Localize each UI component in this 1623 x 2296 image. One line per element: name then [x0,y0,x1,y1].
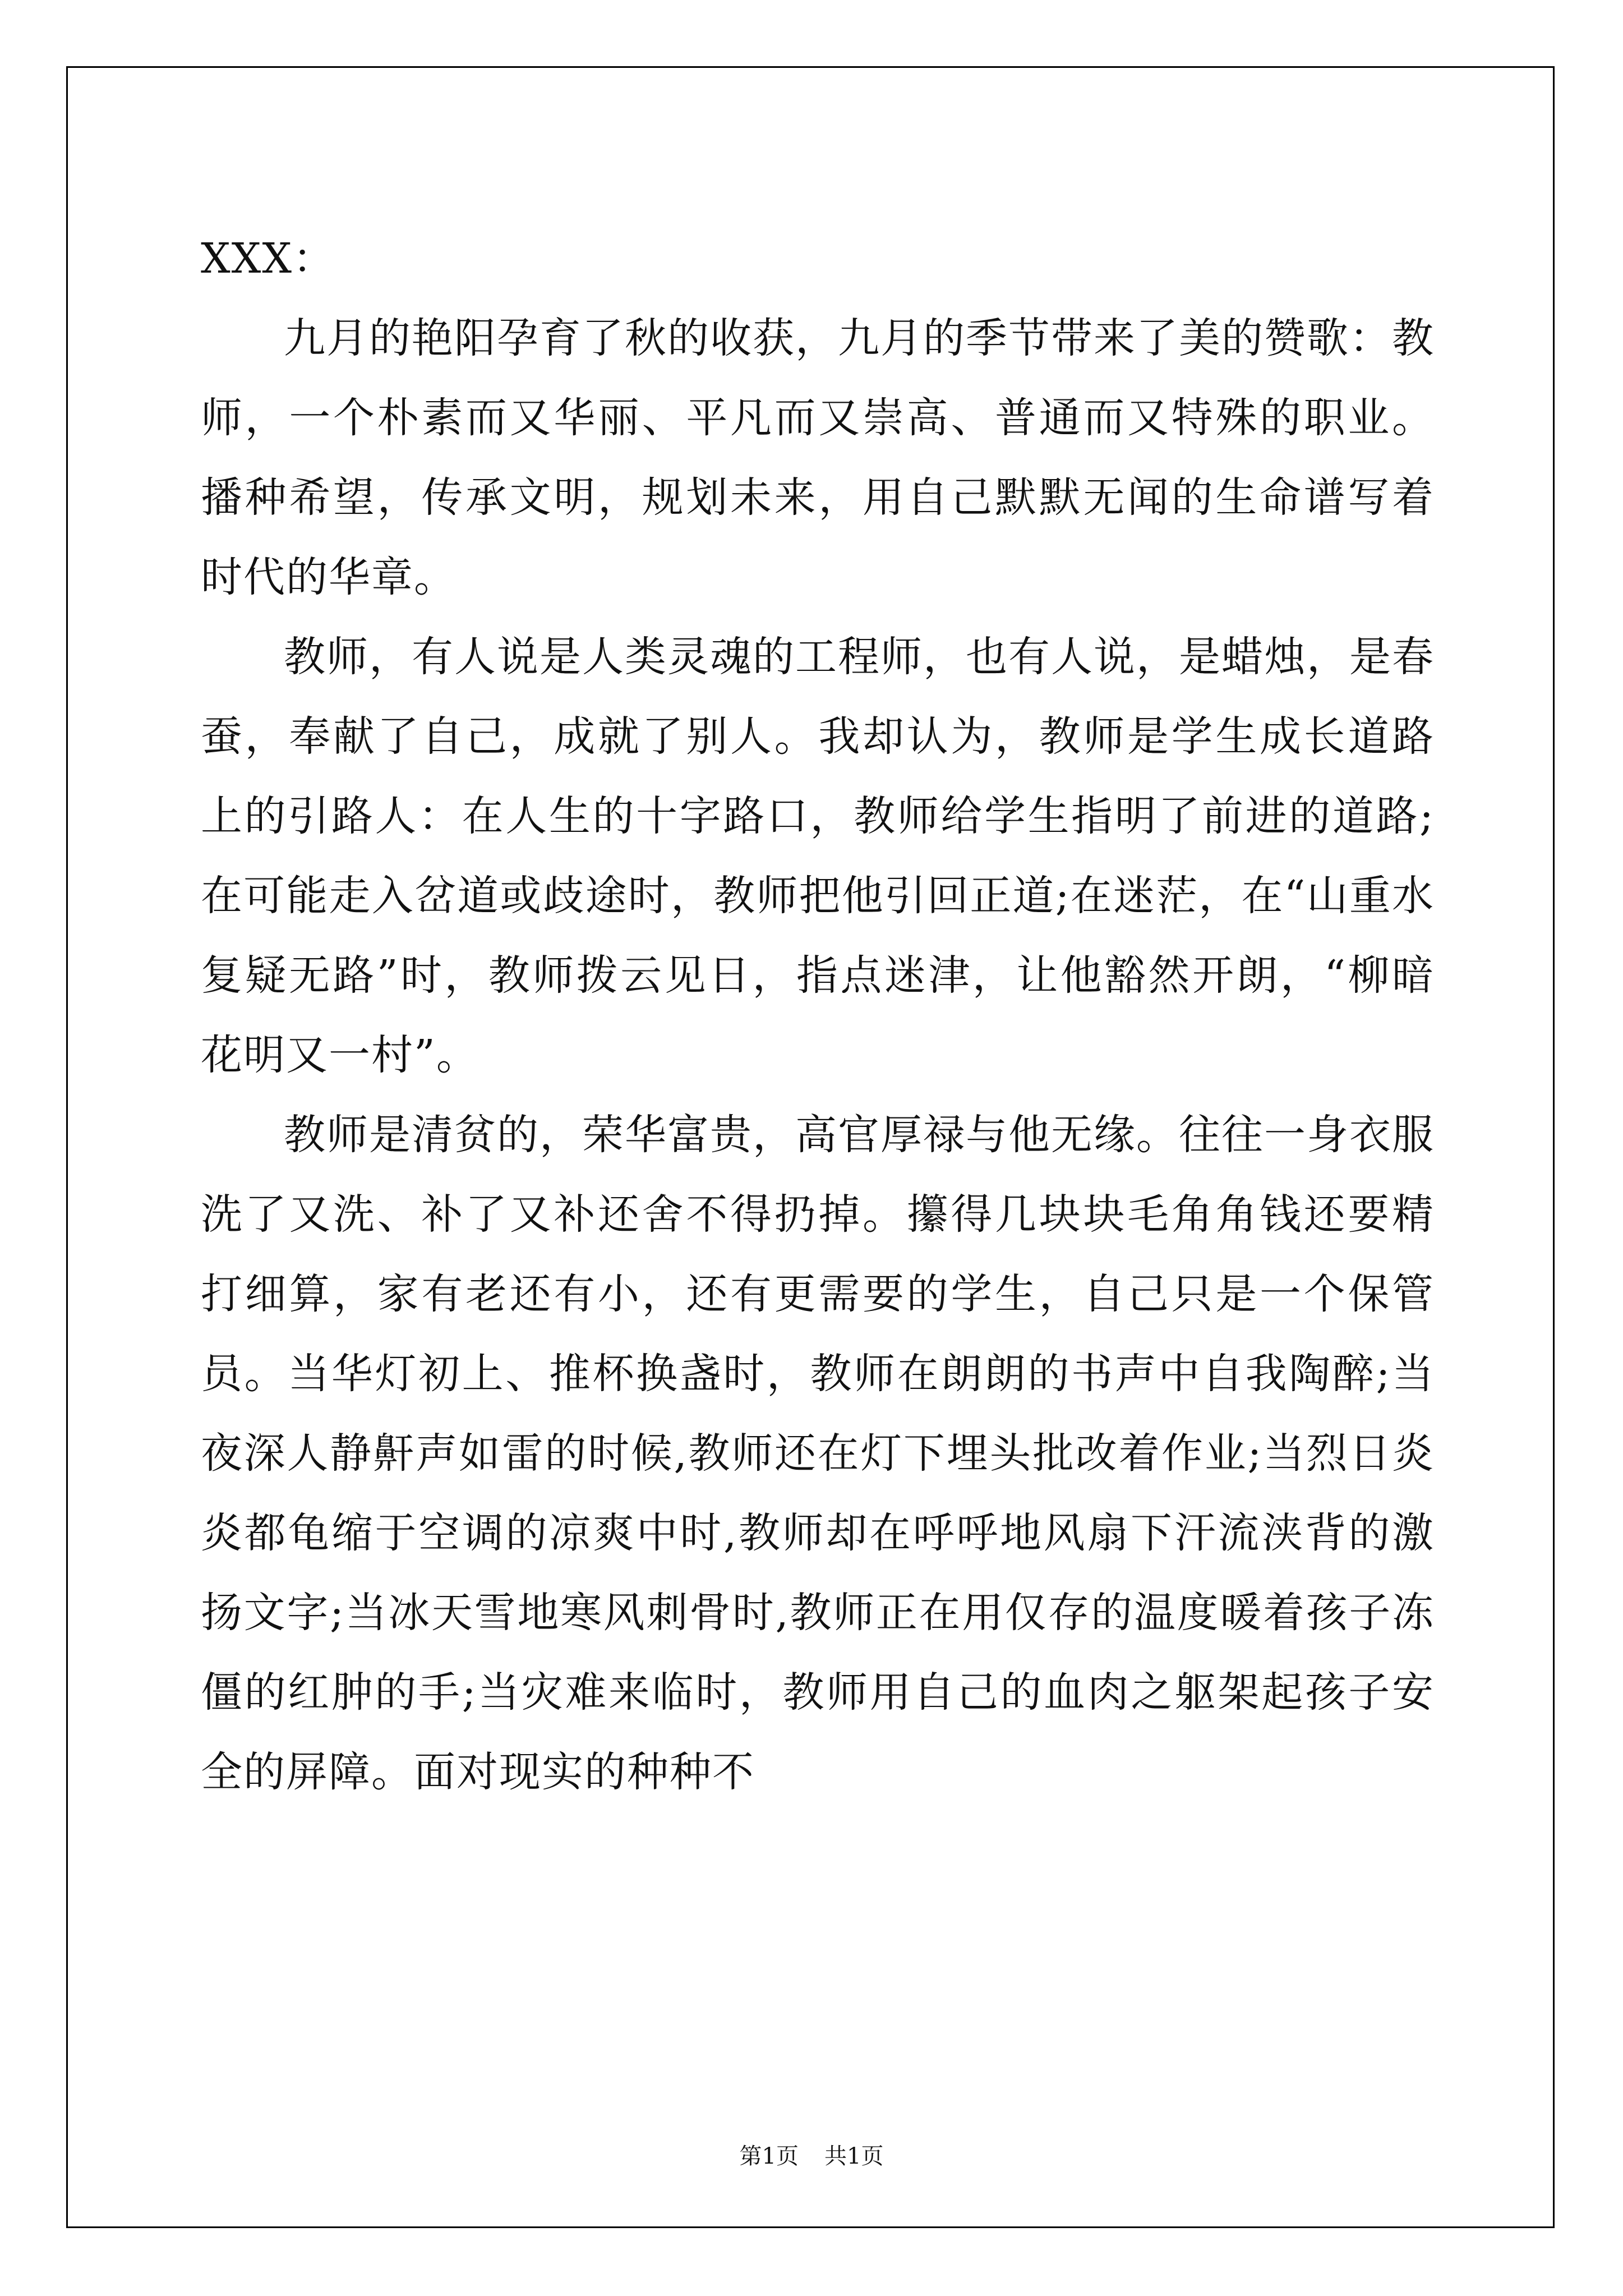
page-footer [0,2138,1623,2170]
salutation: XXX： [201,234,336,283]
paragraph: 九月的艳阳孕育了秋的收获，九月的季节带来了美的赞歌：教师，一个朴素而又华丽、平凡而又崇高、普通而又特殊的职业。播种希望，传承文明，规划未来，用自己默默无闻的生命谱写着时代的华章。 [201,314,1435,601]
page-total: 共1页 [824,2143,884,2169]
page-number: 第1页 [739,2143,799,2169]
paragraph: 教师是清贫的，荣华富贵，高官厚禄与他无缘。往往一身衣服洗了又洗、补了又补还舍不得扔掉。攥得几块块毛角角钱还要精打细算，家有老还有小，还有更需要的学生，自己只是一个保管员。当华灯初上、推杯换盏时，教师在朗朗的书声中自我陶醉;当夜深人静鼾声如雷的时候,教师还在灯下埋头批改着作业;当烈日炎炎都龟缩于空调的凉爽中时,教师却在呼呼地风扇下汗流浃背的激扬文字;当冰天雪地寒风刺骨时,教师正在用仅存的温度暖着孩子冻僵的红肿的手;当灾难来临时，教师用自己的血肉之躯架起孩子安全的屏障。面对现实的种种不 [201,1111,1435,1796]
document-body [201,219,1435,1812]
paragraph: 教师，有人说是人类灵魂的工程师，也有人说，是蜡烛，是春蚕，奉献了自己，成就了别人。我却认为，教师是学生成长道路上的引路人：在人生的十字路口，教师给学生指明了前进的道路;在可能走入岔道或歧途时，教师把他引回正道;在迷茫，在“山重水复疑无路”时，教师拨云见日，指点迷津，让他豁然开朗，“柳暗花明又一村”。 [201,633,1435,1079]
